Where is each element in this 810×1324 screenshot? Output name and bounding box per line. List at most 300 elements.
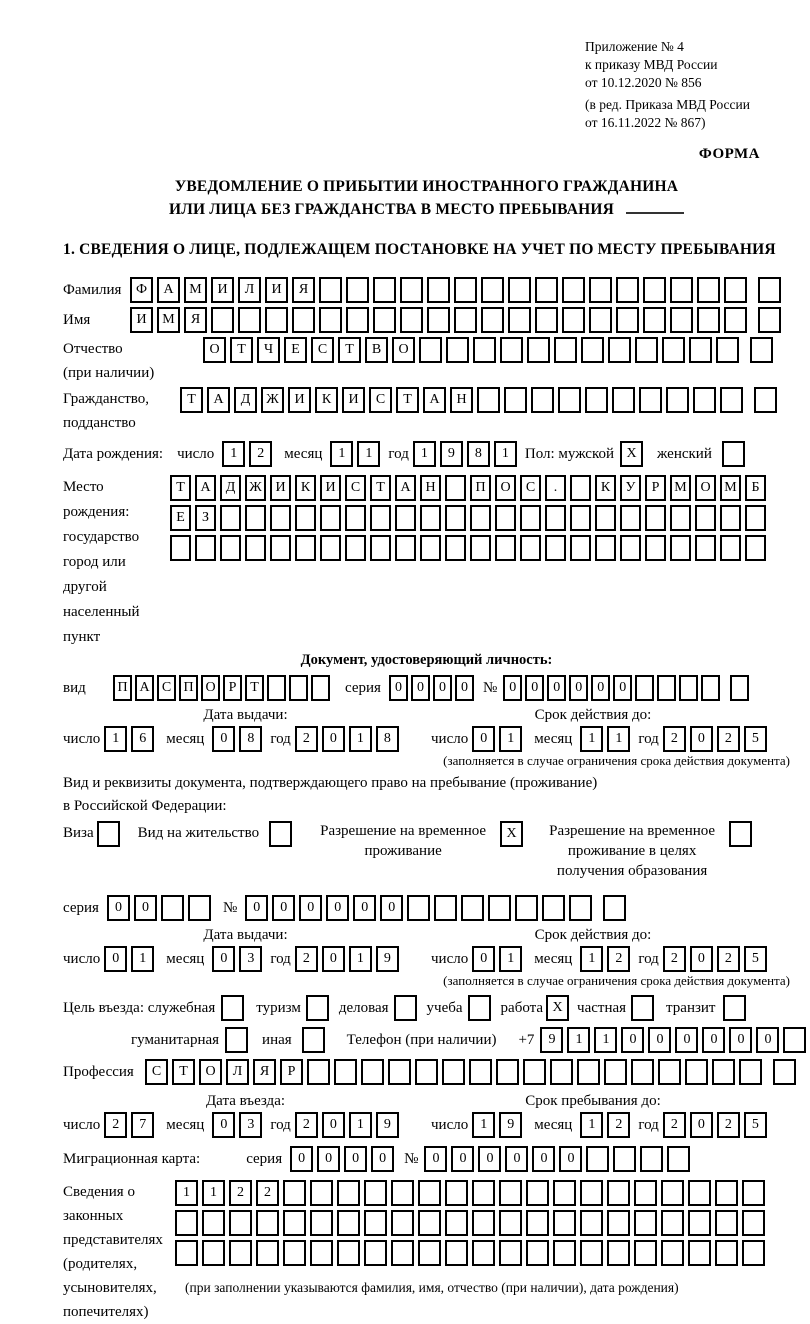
form-cell[interactable] xyxy=(685,1059,708,1085)
form-cell[interactable] xyxy=(473,337,496,363)
form-cell[interactable] xyxy=(545,505,566,531)
form-cell[interactable] xyxy=(345,535,366,561)
form-cell[interactable]: 1 xyxy=(349,726,372,752)
form-cell[interactable]: Б xyxy=(745,475,766,501)
form-cell[interactable] xyxy=(434,895,457,921)
form-cell[interactable]: 1 xyxy=(580,726,603,752)
form-cell[interactable] xyxy=(639,387,662,413)
form-cell[interactable]: 1 xyxy=(580,1112,603,1138)
form-cell[interactable]: 0 xyxy=(389,675,408,701)
form-cell[interactable] xyxy=(229,1210,252,1236)
form-cell[interactable]: 0 xyxy=(690,1112,713,1138)
form-cell[interactable] xyxy=(295,535,316,561)
form-cell[interactable]: А xyxy=(207,387,230,413)
form-cell[interactable]: 0 xyxy=(547,675,566,701)
form-cell[interactable]: 2 xyxy=(256,1180,279,1206)
form-cell[interactable]: П xyxy=(113,675,132,701)
form-cell[interactable] xyxy=(445,505,466,531)
form-cell[interactable]: 0 xyxy=(472,726,495,752)
form-cell[interactable] xyxy=(730,675,749,701)
form-cell[interactable] xyxy=(256,1210,279,1236)
form-cell[interactable] xyxy=(499,1210,522,1236)
form-cell[interactable]: Е xyxy=(170,505,191,531)
form-cell[interactable]: 0 xyxy=(104,946,127,972)
form-cell[interactable]: 0 xyxy=(690,946,713,972)
form-cell[interactable]: Д xyxy=(234,387,257,413)
form-cell[interactable] xyxy=(499,1180,522,1206)
form-cell[interactable]: 1 xyxy=(499,726,522,752)
form-cell[interactable] xyxy=(667,1146,690,1172)
form-cell[interactable] xyxy=(400,307,423,333)
form-cell[interactable] xyxy=(595,535,616,561)
form-cell[interactable] xyxy=(221,995,244,1021)
form-cell[interactable] xyxy=(553,1210,576,1236)
form-cell[interactable] xyxy=(693,387,716,413)
form-cell[interactable] xyxy=(400,277,423,303)
form-cell[interactable] xyxy=(373,277,396,303)
form-cell[interactable] xyxy=(634,1180,657,1206)
form-cell[interactable]: 0 xyxy=(299,895,322,921)
form-cell[interactable] xyxy=(688,1210,711,1236)
form-cell[interactable]: 2 xyxy=(663,1112,686,1138)
form-cell[interactable]: 0 xyxy=(322,1112,345,1138)
form-cell[interactable]: Я xyxy=(184,307,207,333)
form-cell[interactable]: Т xyxy=(170,475,191,501)
form-cell[interactable]: 2 xyxy=(717,726,740,752)
form-cell[interactable] xyxy=(697,307,720,333)
form-cell[interactable] xyxy=(745,535,766,561)
form-cell[interactable] xyxy=(256,1240,279,1266)
form-cell[interactable] xyxy=(472,1240,495,1266)
form-cell[interactable]: Л xyxy=(226,1059,249,1085)
form-cell[interactable] xyxy=(515,895,538,921)
form-cell[interactable]: С xyxy=(520,475,541,501)
form-cell[interactable] xyxy=(269,821,292,847)
form-cell[interactable]: 1 xyxy=(104,726,127,752)
form-cell[interactable] xyxy=(640,1146,663,1172)
form-cell[interactable] xyxy=(265,307,288,333)
form-cell[interactable]: 2 xyxy=(295,726,318,752)
form-cell[interactable] xyxy=(499,1240,522,1266)
form-cell[interactable] xyxy=(689,337,712,363)
form-cell[interactable] xyxy=(523,1059,546,1085)
form-cell[interactable] xyxy=(634,1210,657,1236)
form-cell[interactable] xyxy=(188,895,211,921)
form-cell[interactable] xyxy=(783,1027,806,1053)
form-cell[interactable] xyxy=(364,1180,387,1206)
form-cell[interactable]: Т xyxy=(180,387,203,413)
form-cell[interactable] xyxy=(715,1210,738,1236)
form-cell[interactable] xyxy=(418,1210,441,1236)
form-cell[interactable]: 0 xyxy=(424,1146,447,1172)
form-cell[interactable]: Т xyxy=(338,337,361,363)
form-cell[interactable]: 0 xyxy=(729,1027,752,1053)
form-cell[interactable] xyxy=(712,1059,735,1085)
form-cell[interactable] xyxy=(319,307,342,333)
form-cell[interactable]: X xyxy=(500,821,523,847)
form-cell[interactable] xyxy=(345,505,366,531)
form-cell[interactable] xyxy=(589,277,612,303)
form-cell[interactable]: 0 xyxy=(344,1146,367,1172)
form-cell[interactable] xyxy=(520,505,541,531)
form-cell[interactable] xyxy=(535,277,558,303)
form-cell[interactable] xyxy=(495,505,516,531)
form-cell[interactable]: Ж xyxy=(261,387,284,413)
form-cell[interactable] xyxy=(604,1059,627,1085)
form-cell[interactable]: 0 xyxy=(134,895,157,921)
form-cell[interactable]: Н xyxy=(420,475,441,501)
form-cell[interactable]: О xyxy=(201,675,220,701)
form-cell[interactable] xyxy=(175,1240,198,1266)
form-cell[interactable] xyxy=(470,505,491,531)
form-cell[interactable] xyxy=(468,995,491,1021)
form-cell[interactable] xyxy=(427,307,450,333)
form-cell[interactable] xyxy=(558,387,581,413)
form-cell[interactable] xyxy=(580,1210,603,1236)
form-cell[interactable] xyxy=(720,505,741,531)
form-cell[interactable] xyxy=(722,441,745,467)
form-cell[interactable] xyxy=(283,1210,306,1236)
form-cell[interactable]: 0 xyxy=(648,1027,671,1053)
form-cell[interactable] xyxy=(307,1059,330,1085)
form-cell[interactable] xyxy=(715,1180,738,1206)
form-cell[interactable]: 0 xyxy=(532,1146,555,1172)
form-cell[interactable]: 8 xyxy=(467,441,490,467)
form-cell[interactable]: Ж xyxy=(245,475,266,501)
form-cell[interactable] xyxy=(643,307,666,333)
form-cell[interactable]: Е xyxy=(284,337,307,363)
form-cell[interactable]: С xyxy=(369,387,392,413)
form-cell[interactable]: 9 xyxy=(376,946,399,972)
form-cell[interactable]: 2 xyxy=(663,726,686,752)
form-cell[interactable]: П xyxy=(470,475,491,501)
form-cell[interactable]: 0 xyxy=(503,675,522,701)
form-cell[interactable]: 0 xyxy=(212,726,235,752)
form-cell[interactable]: Д xyxy=(220,475,241,501)
form-cell[interactable]: Н xyxy=(450,387,473,413)
form-cell[interactable] xyxy=(616,277,639,303)
form-cell[interactable]: 0 xyxy=(591,675,610,701)
form-cell[interactable] xyxy=(283,1240,306,1266)
form-cell[interactable] xyxy=(292,307,315,333)
form-cell[interactable]: М xyxy=(184,277,207,303)
form-cell[interactable]: Я xyxy=(253,1059,276,1085)
form-cell[interactable]: 1 xyxy=(222,441,245,467)
form-cell[interactable] xyxy=(202,1210,225,1236)
form-cell[interactable] xyxy=(310,1180,333,1206)
form-cell[interactable] xyxy=(420,535,441,561)
form-cell[interactable]: И xyxy=(342,387,365,413)
form-cell[interactable] xyxy=(388,1059,411,1085)
form-cell[interactable] xyxy=(395,535,416,561)
form-cell[interactable] xyxy=(472,1180,495,1206)
form-cell[interactable]: 1 xyxy=(594,1027,617,1053)
form-cell[interactable]: . xyxy=(545,475,566,501)
form-cell[interactable]: О xyxy=(695,475,716,501)
form-cell[interactable] xyxy=(595,505,616,531)
form-cell[interactable]: И xyxy=(211,277,234,303)
form-cell[interactable] xyxy=(364,1240,387,1266)
form-cell[interactable]: 0 xyxy=(690,726,713,752)
form-cell[interactable] xyxy=(589,307,612,333)
form-cell[interactable] xyxy=(418,1240,441,1266)
form-cell[interactable] xyxy=(662,337,685,363)
form-cell[interactable]: А xyxy=(395,475,416,501)
form-cell[interactable]: Т xyxy=(230,337,253,363)
form-cell[interactable] xyxy=(295,505,316,531)
form-cell[interactable]: 0 xyxy=(451,1146,474,1172)
form-cell[interactable]: 5 xyxy=(744,946,767,972)
form-cell[interactable]: 0 xyxy=(212,946,235,972)
form-cell[interactable] xyxy=(310,1240,333,1266)
form-cell[interactable]: К xyxy=(295,475,316,501)
form-cell[interactable]: 3 xyxy=(239,946,262,972)
form-cell[interactable] xyxy=(442,1059,465,1085)
form-cell[interactable] xyxy=(407,895,430,921)
form-cell[interactable]: 0 xyxy=(371,1146,394,1172)
form-cell[interactable]: 1 xyxy=(131,946,154,972)
form-cell[interactable] xyxy=(477,387,500,413)
form-cell[interactable]: 9 xyxy=(376,1112,399,1138)
form-cell[interactable] xyxy=(508,307,531,333)
form-cell[interactable]: А xyxy=(157,277,180,303)
form-cell[interactable] xyxy=(631,1059,654,1085)
form-cell[interactable] xyxy=(742,1240,765,1266)
form-cell[interactable]: 8 xyxy=(376,726,399,752)
form-cell[interactable]: 0 xyxy=(326,895,349,921)
form-cell[interactable] xyxy=(635,675,654,701)
form-cell[interactable] xyxy=(670,505,691,531)
form-cell[interactable] xyxy=(553,1180,576,1206)
form-cell[interactable]: 0 xyxy=(675,1027,698,1053)
form-cell[interactable]: 0 xyxy=(702,1027,725,1053)
form-cell[interactable] xyxy=(470,535,491,561)
form-cell[interactable]: Т xyxy=(370,475,391,501)
form-cell[interactable] xyxy=(481,277,504,303)
form-cell[interactable]: М xyxy=(670,475,691,501)
form-cell[interactable]: О xyxy=(203,337,226,363)
form-cell[interactable] xyxy=(581,337,604,363)
form-cell[interactable]: Р xyxy=(645,475,666,501)
form-cell[interactable]: И xyxy=(130,307,153,333)
form-cell[interactable]: 9 xyxy=(499,1112,522,1138)
form-cell[interactable]: 0 xyxy=(272,895,295,921)
form-cell[interactable]: Ч xyxy=(257,337,280,363)
form-cell[interactable] xyxy=(695,535,716,561)
form-cell[interactable] xyxy=(427,277,450,303)
form-cell[interactable] xyxy=(245,535,266,561)
form-cell[interactable] xyxy=(446,337,469,363)
form-cell[interactable]: 6 xyxy=(131,726,154,752)
form-cell[interactable]: 1 xyxy=(413,441,436,467)
form-cell[interactable] xyxy=(688,1240,711,1266)
form-cell[interactable] xyxy=(488,895,511,921)
form-cell[interactable]: 2 xyxy=(717,1112,740,1138)
form-cell[interactable]: А xyxy=(423,387,446,413)
form-cell[interactable] xyxy=(724,277,747,303)
form-cell[interactable]: 1 xyxy=(357,441,380,467)
form-cell[interactable]: 2 xyxy=(295,946,318,972)
form-cell[interactable]: О xyxy=(392,337,415,363)
form-cell[interactable] xyxy=(202,1240,225,1266)
form-cell[interactable] xyxy=(697,277,720,303)
form-cell[interactable]: 2 xyxy=(229,1180,252,1206)
form-cell[interactable] xyxy=(542,895,565,921)
form-cell[interactable] xyxy=(508,277,531,303)
form-cell[interactable] xyxy=(346,307,369,333)
form-cell[interactable]: А xyxy=(135,675,154,701)
form-cell[interactable]: И xyxy=(288,387,311,413)
form-cell[interactable]: 5 xyxy=(744,1112,767,1138)
form-cell[interactable] xyxy=(481,307,504,333)
form-cell[interactable] xyxy=(337,1240,360,1266)
form-cell[interactable]: X xyxy=(546,995,569,1021)
form-cell[interactable] xyxy=(585,387,608,413)
form-cell[interactable]: 0 xyxy=(322,946,345,972)
form-cell[interactable] xyxy=(645,505,666,531)
form-cell[interactable]: 2 xyxy=(717,946,740,972)
form-cell[interactable] xyxy=(724,307,747,333)
form-cell[interactable] xyxy=(720,535,741,561)
form-cell[interactable] xyxy=(461,895,484,921)
form-cell[interactable]: 0 xyxy=(353,895,376,921)
form-cell[interactable] xyxy=(472,1210,495,1236)
form-cell[interactable] xyxy=(716,337,739,363)
form-cell[interactable]: О xyxy=(495,475,516,501)
form-cell[interactable] xyxy=(545,535,566,561)
form-cell[interactable] xyxy=(580,1180,603,1206)
form-cell[interactable] xyxy=(469,1059,492,1085)
form-cell[interactable] xyxy=(608,337,631,363)
form-cell[interactable]: 0 xyxy=(411,675,430,701)
form-cell[interactable] xyxy=(337,1180,360,1206)
form-cell[interactable] xyxy=(758,277,781,303)
form-cell[interactable]: С xyxy=(145,1059,168,1085)
form-cell[interactable] xyxy=(454,307,477,333)
form-cell[interactable] xyxy=(603,895,626,921)
form-cell[interactable] xyxy=(445,1180,468,1206)
form-cell[interactable] xyxy=(754,387,777,413)
form-cell[interactable] xyxy=(531,387,554,413)
form-cell[interactable]: 3 xyxy=(239,1112,262,1138)
form-cell[interactable] xyxy=(267,675,286,701)
form-cell[interactable] xyxy=(289,675,308,701)
form-cell[interactable] xyxy=(607,1210,630,1236)
form-cell[interactable] xyxy=(211,307,234,333)
form-cell[interactable] xyxy=(607,1180,630,1206)
form-cell[interactable] xyxy=(175,1210,198,1236)
form-cell[interactable] xyxy=(364,1210,387,1236)
form-cell[interactable] xyxy=(504,387,527,413)
form-cell[interactable]: З xyxy=(195,505,216,531)
form-cell[interactable] xyxy=(500,337,523,363)
form-cell[interactable]: У xyxy=(620,475,641,501)
form-cell[interactable] xyxy=(526,1180,549,1206)
form-cell[interactable] xyxy=(229,1240,252,1266)
form-cell[interactable] xyxy=(631,995,654,1021)
form-cell[interactable]: 2 xyxy=(249,441,272,467)
form-cell[interactable] xyxy=(657,675,676,701)
form-cell[interactable]: 1 xyxy=(580,946,603,972)
form-cell[interactable] xyxy=(334,1059,357,1085)
form-cell[interactable]: 8 xyxy=(239,726,262,752)
form-cell[interactable] xyxy=(554,337,577,363)
form-cell[interactable] xyxy=(320,505,341,531)
form-cell[interactable] xyxy=(701,675,720,701)
form-cell[interactable] xyxy=(418,1180,441,1206)
form-cell[interactable]: Л xyxy=(238,277,261,303)
form-cell[interactable]: 0 xyxy=(212,1112,235,1138)
form-cell[interactable]: Ф xyxy=(130,277,153,303)
form-cell[interactable] xyxy=(562,307,585,333)
form-cell[interactable] xyxy=(613,1146,636,1172)
form-cell[interactable] xyxy=(270,505,291,531)
form-cell[interactable] xyxy=(758,307,781,333)
form-cell[interactable]: 0 xyxy=(621,1027,644,1053)
form-cell[interactable] xyxy=(695,505,716,531)
form-cell[interactable]: 0 xyxy=(756,1027,779,1053)
form-cell[interactable] xyxy=(612,387,635,413)
form-cell[interactable]: 0 xyxy=(569,675,588,701)
form-cell[interactable] xyxy=(679,675,698,701)
form-cell[interactable]: 1 xyxy=(202,1180,225,1206)
form-cell[interactable]: Т xyxy=(396,387,419,413)
form-cell[interactable]: 1 xyxy=(175,1180,198,1206)
form-cell[interactable] xyxy=(170,535,191,561)
form-cell[interactable] xyxy=(220,505,241,531)
form-cell[interactable]: 0 xyxy=(322,726,345,752)
form-cell[interactable] xyxy=(520,535,541,561)
form-cell[interactable]: 1 xyxy=(567,1027,590,1053)
form-cell[interactable]: О xyxy=(199,1059,222,1085)
form-cell[interactable]: Т xyxy=(245,675,264,701)
form-cell[interactable] xyxy=(723,995,746,1021)
form-cell[interactable]: С xyxy=(345,475,366,501)
form-cell[interactable]: К xyxy=(315,387,338,413)
form-cell[interactable] xyxy=(569,895,592,921)
form-cell[interactable]: И xyxy=(320,475,341,501)
form-cell[interactable] xyxy=(586,1146,609,1172)
form-cell[interactable]: Р xyxy=(280,1059,303,1085)
form-cell[interactable] xyxy=(620,505,641,531)
form-cell[interactable]: Т xyxy=(172,1059,195,1085)
form-cell[interactable] xyxy=(245,505,266,531)
form-cell[interactable] xyxy=(670,307,693,333)
form-cell[interactable] xyxy=(220,535,241,561)
form-cell[interactable] xyxy=(750,337,773,363)
form-cell[interactable]: 1 xyxy=(349,1112,372,1138)
form-cell[interactable] xyxy=(495,535,516,561)
form-cell[interactable] xyxy=(570,535,591,561)
form-cell[interactable] xyxy=(391,1210,414,1236)
form-cell[interactable] xyxy=(394,995,417,1021)
form-cell[interactable] xyxy=(661,1210,684,1236)
form-cell[interactable] xyxy=(661,1240,684,1266)
form-cell[interactable]: Р xyxy=(223,675,242,701)
form-cell[interactable]: 9 xyxy=(440,441,463,467)
form-cell[interactable]: 1 xyxy=(330,441,353,467)
form-cell[interactable]: М xyxy=(157,307,180,333)
form-cell[interactable] xyxy=(526,1210,549,1236)
form-cell[interactable] xyxy=(670,277,693,303)
form-cell[interactable] xyxy=(661,1180,684,1206)
form-cell[interactable] xyxy=(666,387,689,413)
form-cell[interactable] xyxy=(415,1059,438,1085)
form-cell[interactable]: 7 xyxy=(131,1112,154,1138)
form-cell[interactable]: 2 xyxy=(663,946,686,972)
form-cell[interactable] xyxy=(419,337,442,363)
form-cell[interactable] xyxy=(361,1059,384,1085)
